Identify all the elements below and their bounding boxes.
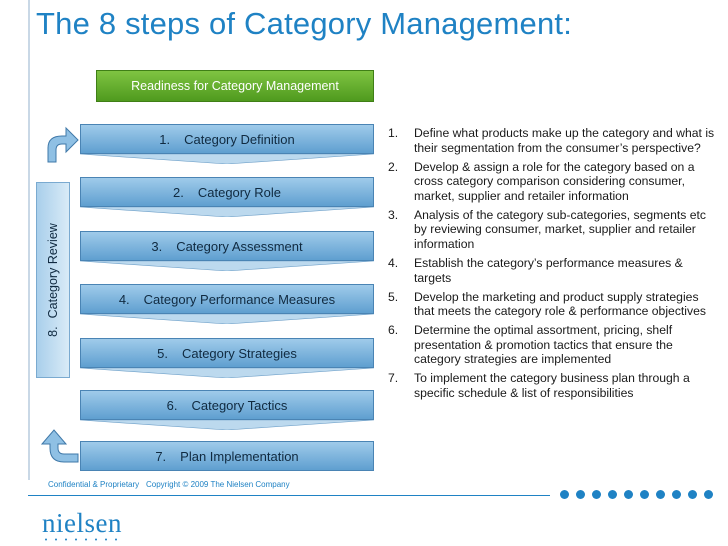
description-number: 2. [388, 159, 399, 174]
description-item [388, 126, 718, 155]
description-item [388, 160, 718, 204]
dot-icon [656, 490, 665, 499]
step-chevron [80, 314, 374, 324]
description-text: Analysis of the category sub-categories, segments etc by reviewing consumer, market, supplier and retailer information [414, 207, 706, 251]
dot-icon [624, 490, 633, 499]
step-label: Category Assessment [176, 238, 303, 254]
step-number: 1. [159, 131, 171, 147]
step-number: 7. [155, 448, 167, 464]
description-number: 4. [388, 255, 399, 270]
step-number: 5. [157, 345, 168, 361]
description-text: Develop the marketing and product supply strategies that meets the category role & performance objectives [414, 289, 706, 319]
description-number: 6. [388, 323, 399, 338]
step-chevron [80, 420, 374, 430]
dot-icon [608, 490, 617, 499]
curved-up-arrow-icon [38, 124, 80, 164]
dot-icon [688, 490, 697, 499]
logo-dots-icon [42, 538, 128, 541]
description-text: Establish the category’s performance measures & targets [414, 255, 683, 285]
step-box-2 [80, 177, 374, 207]
description-number: 1. [388, 126, 399, 140]
description-item [388, 371, 718, 400]
review-number: 8. [46, 326, 60, 337]
step-box-7 [80, 441, 374, 471]
step-box-1 [80, 124, 374, 154]
footer-dots [560, 490, 713, 499]
step-number: 6. [166, 397, 178, 413]
step-chevron [80, 207, 374, 217]
step-label: Category Strategies [181, 345, 297, 361]
description-text: Define what products make up the category and what is their segmentation from the consumer’s perspective? [414, 126, 715, 155]
step-box-3 [80, 231, 374, 261]
category-review-label [46, 223, 60, 337]
description-text: Determine the optimal assortment, pricing, shelf presentation & promotion tactics that ensure the category strategies are implemented [414, 323, 673, 367]
review-text: Category Review [46, 223, 60, 319]
step-label: Category Performance Measures [143, 291, 336, 307]
confidential-note: Confidential & Proprietary [48, 480, 140, 489]
readiness-box: Readiness for Category Management [96, 70, 374, 102]
step-number: 4. [118, 291, 130, 307]
step-label: Category Definition [184, 131, 295, 147]
step-label: Category Role [197, 184, 281, 200]
description-number: 3. [388, 207, 399, 222]
dot-icon [704, 490, 713, 499]
copyright-note: Copyright © 2009 The Nielsen Company [146, 480, 290, 489]
step-box-5 [80, 338, 374, 368]
page-title: The 8 steps of Category Management: [36, 6, 573, 41]
description-number: 5. [388, 289, 399, 304]
description-item [388, 256, 718, 285]
description-text: To implement the category business plan through a specific schedule & list of responsibilities [414, 371, 690, 400]
step-box-4 [80, 284, 374, 314]
left-divider [28, 0, 30, 480]
step-label: Plan Implementation [180, 448, 299, 464]
description-text: Develop & assign a role for the category based on a cross category comparison considering consumer, market, supplier and retailer information [414, 159, 695, 203]
description-number: 7. [388, 371, 399, 386]
nielsen-logo: nielsen [42, 508, 122, 538]
curved-return-arrow-icon [38, 426, 80, 466]
description-item [388, 323, 718, 367]
step-box-6 [80, 390, 374, 420]
dot-icon [672, 490, 681, 499]
step-chevron [80, 154, 374, 164]
step-label: Category Tactics [191, 397, 288, 413]
step-descriptions-list [388, 126, 718, 405]
dot-icon [592, 490, 601, 499]
dot-icon [560, 490, 569, 499]
step-chevron [80, 261, 374, 271]
step-number: 3. [151, 238, 163, 254]
dot-icon [576, 490, 585, 499]
step-number: 2. [173, 184, 184, 200]
step-chevron [80, 368, 374, 378]
dot-icon [640, 490, 649, 499]
description-item [388, 290, 718, 319]
footer-divider [28, 495, 550, 496]
description-item [388, 208, 718, 252]
